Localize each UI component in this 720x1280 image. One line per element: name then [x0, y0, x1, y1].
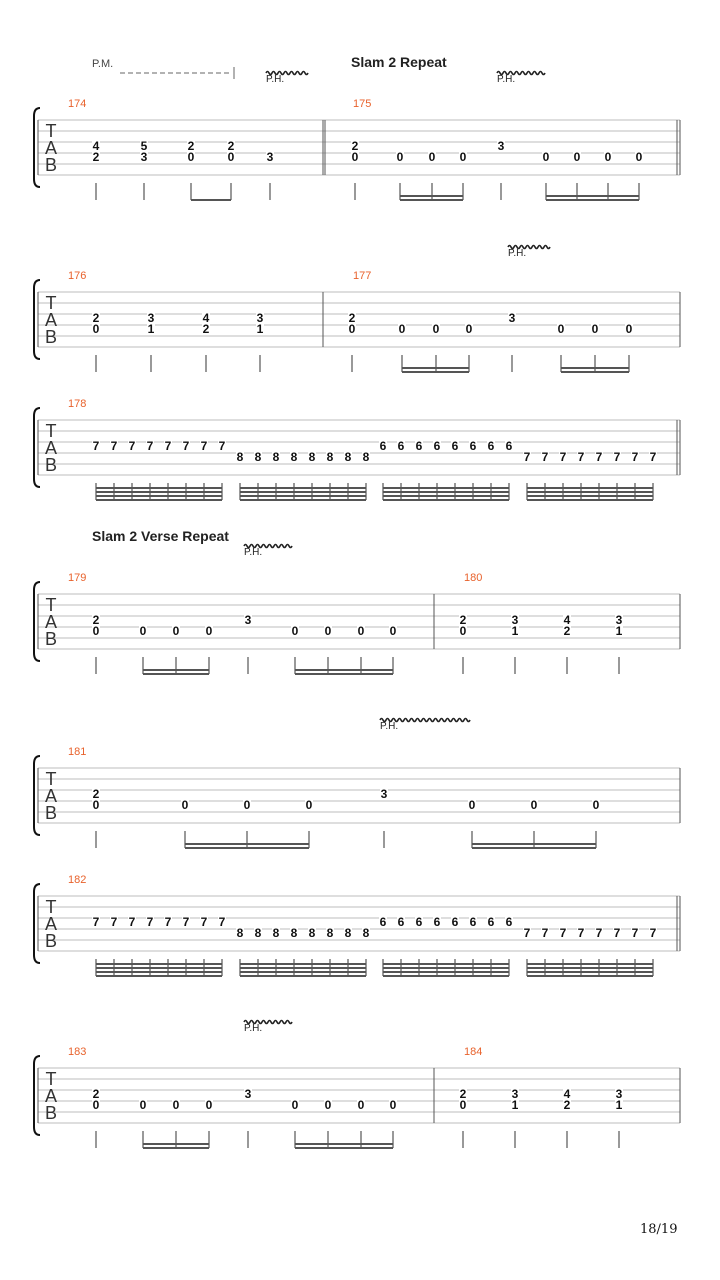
fret-number: 0 — [459, 624, 467, 638]
fret-number: 1 — [511, 624, 519, 638]
tab-clef-letter: T — [45, 769, 57, 789]
fret-number: 7 — [218, 915, 226, 929]
measure-number: 174 — [68, 98, 87, 110]
tab-clef-letter: T — [45, 121, 57, 141]
ph-label: P.H. — [508, 248, 527, 259]
fret-number: 0 — [92, 1098, 100, 1112]
fret-number: 0 — [468, 798, 476, 812]
measure-number: 181 — [68, 746, 87, 758]
fret-number: 0 — [187, 150, 195, 164]
fret-number: 2 — [563, 1098, 571, 1112]
tab-clef-letter: A — [44, 914, 58, 934]
fret-number: 4 — [563, 613, 571, 627]
fret-number: 8 — [308, 450, 316, 464]
fret-number: 0 — [592, 798, 600, 812]
tab-clef-letter: B — [44, 629, 58, 649]
tab-clef-letter: A — [44, 612, 58, 632]
fret-number: 7 — [146, 915, 154, 929]
fret-number: 7 — [649, 926, 657, 940]
fret-number: 8 — [272, 926, 280, 940]
fret-number: 6 — [379, 439, 387, 453]
fret-number: 0 — [432, 322, 440, 336]
measure-number: 180 — [464, 572, 483, 584]
fret-number: 7 — [577, 926, 585, 940]
measure-number: 178 — [68, 398, 87, 410]
fret-number: 0 — [92, 624, 100, 638]
fret-number: 7 — [182, 915, 190, 929]
fret-number: 4 — [202, 311, 210, 325]
fret-number: 7 — [200, 915, 208, 929]
fret-number: 8 — [290, 450, 298, 464]
tab-clef-letter: B — [44, 155, 58, 175]
fret-number: 8 — [344, 450, 352, 464]
measure-number: 175 — [353, 98, 372, 110]
fret-number: 3 — [497, 139, 505, 153]
fret-number: 2 — [187, 139, 195, 153]
tab-clef-letter: B — [44, 803, 58, 823]
tab-clef-letter: T — [45, 421, 57, 441]
fret-number: 3 — [380, 787, 388, 801]
fret-number: 1 — [511, 1098, 519, 1112]
fret-number: 0 — [291, 624, 299, 638]
section-label: Slam 2 Repeat — [351, 54, 447, 70]
fret-number: 7 — [523, 926, 531, 940]
fret-number: 2 — [459, 1087, 467, 1101]
fret-number: 7 — [541, 926, 549, 940]
fret-number: 8 — [326, 926, 334, 940]
fret-number: 8 — [308, 926, 316, 940]
fret-number: 7 — [631, 450, 639, 464]
fret-number: 7 — [595, 450, 603, 464]
fret-number: 0 — [243, 798, 251, 812]
measure-number: 182 — [68, 874, 87, 886]
fret-number: 2 — [459, 613, 467, 627]
tab-clef-letter: A — [44, 310, 58, 330]
fret-number: 8 — [272, 450, 280, 464]
fret-number: 1 — [615, 1098, 623, 1112]
tab-system — [34, 756, 680, 848]
fret-number: 0 — [573, 150, 581, 164]
fret-number: 0 — [635, 150, 643, 164]
fret-number: 6 — [379, 915, 387, 929]
fret-number: 8 — [236, 926, 244, 940]
tab-clef-letter: A — [44, 1086, 58, 1106]
tab-clef-letter: A — [44, 438, 58, 458]
fret-number: 7 — [164, 915, 172, 929]
fret-number: 2 — [92, 311, 100, 325]
fret-number: 6 — [433, 915, 441, 929]
fret-number: 4 — [563, 1087, 571, 1101]
fret-number: 8 — [236, 450, 244, 464]
fret-number: 7 — [182, 439, 190, 453]
fret-number: 1 — [615, 624, 623, 638]
fret-number: 8 — [254, 926, 262, 940]
fret-number: 6 — [415, 915, 423, 929]
ph-label: P.H. — [380, 721, 399, 732]
fret-number: 2 — [92, 1087, 100, 1101]
fret-number: 2 — [227, 139, 235, 153]
fret-number: 7 — [523, 450, 531, 464]
fret-number: 0 — [92, 798, 100, 812]
fret-number: 6 — [469, 439, 477, 453]
fret-number: 0 — [398, 322, 406, 336]
fret-number: 6 — [397, 439, 405, 453]
fret-number: 0 — [172, 1098, 180, 1112]
fret-number: 0 — [227, 150, 235, 164]
fret-number: 0 — [604, 150, 612, 164]
fret-number: 7 — [595, 926, 603, 940]
tab-clef-letter: A — [44, 786, 58, 806]
fret-number: 0 — [459, 1098, 467, 1112]
fret-number: 6 — [505, 439, 513, 453]
fret-number: 0 — [205, 1098, 213, 1112]
fret-number: 0 — [530, 798, 538, 812]
fret-number: 0 — [389, 1098, 397, 1112]
fret-number: 4 — [92, 139, 100, 153]
fret-number: 7 — [631, 926, 639, 940]
fret-number: 6 — [451, 915, 459, 929]
fret-number: 0 — [205, 624, 213, 638]
tab-clef-letter: B — [44, 327, 58, 347]
fret-number: 7 — [164, 439, 172, 453]
tab-system — [34, 280, 680, 372]
fret-number: 7 — [92, 439, 100, 453]
fret-number: 7 — [146, 439, 154, 453]
fret-number: 0 — [428, 150, 436, 164]
fret-number: 0 — [389, 624, 397, 638]
fret-number: 7 — [613, 926, 621, 940]
fret-number: 0 — [324, 1098, 332, 1112]
fret-number: 2 — [92, 150, 100, 164]
fret-number: 3 — [244, 1087, 252, 1101]
fret-number: 7 — [613, 450, 621, 464]
fret-number: 2 — [351, 139, 359, 153]
tab-clef-letter: B — [44, 1103, 58, 1123]
fret-number: 0 — [291, 1098, 299, 1112]
page-number: 18/19 — [640, 1222, 678, 1237]
fret-number: 0 — [557, 322, 565, 336]
ph-label: P.H. — [244, 547, 263, 558]
tab-clef-letter: B — [44, 455, 58, 475]
fret-number: 7 — [128, 915, 136, 929]
fret-number: 0 — [357, 624, 365, 638]
measure-number: 184 — [464, 1046, 483, 1058]
fret-number: 0 — [139, 1098, 147, 1112]
fret-number: 3 — [266, 150, 274, 164]
fret-number: 2 — [563, 624, 571, 638]
fret-number: 0 — [542, 150, 550, 164]
fret-number: 8 — [344, 926, 352, 940]
fret-number: 0 — [348, 322, 356, 336]
fret-number: 7 — [541, 450, 549, 464]
fret-number: 0 — [172, 624, 180, 638]
fret-number: 0 — [396, 150, 404, 164]
fret-number: 2 — [92, 613, 100, 627]
fret-number: 6 — [505, 915, 513, 929]
tab-clef-letter: T — [45, 897, 57, 917]
fret-number: 3 — [256, 311, 264, 325]
fret-number: 0 — [324, 624, 332, 638]
fret-number: 2 — [348, 311, 356, 325]
fret-number: 2 — [92, 787, 100, 801]
tab-clef-letter: T — [45, 595, 57, 615]
fret-number: 0 — [625, 322, 633, 336]
measure-number: 183 — [68, 1046, 87, 1058]
measure-number: 176 — [68, 270, 87, 282]
fret-number: 8 — [326, 450, 334, 464]
fret-number: 3 — [508, 311, 516, 325]
fret-number: 6 — [397, 915, 405, 929]
fret-number: 1 — [147, 322, 155, 336]
fret-number: 0 — [181, 798, 189, 812]
fret-number: 8 — [254, 450, 262, 464]
fret-number: 0 — [591, 322, 599, 336]
tab-clef-letter: T — [45, 293, 57, 313]
fret-number: 8 — [362, 926, 370, 940]
pm-label: P.M. — [92, 58, 114, 70]
ph-label: P.H. — [497, 74, 516, 85]
fret-number: 7 — [92, 915, 100, 929]
fret-number: 2 — [202, 322, 210, 336]
fret-number: 0 — [465, 322, 473, 336]
fret-number: 8 — [290, 926, 298, 940]
fret-number: 0 — [459, 150, 467, 164]
fret-number: 6 — [487, 439, 495, 453]
fret-number: 0 — [92, 322, 100, 336]
fret-number: 3 — [244, 613, 252, 627]
fret-number: 3 — [140, 150, 148, 164]
fret-number: 0 — [139, 624, 147, 638]
tab-clef-letter: A — [44, 138, 58, 158]
fret-number: 7 — [649, 450, 657, 464]
fret-number: 3 — [511, 613, 519, 627]
fret-number: 7 — [218, 439, 226, 453]
tab-clef-letter: T — [45, 1069, 57, 1089]
ph-label: P.H. — [244, 1023, 263, 1034]
fret-number: 7 — [128, 439, 136, 453]
fret-number: 3 — [615, 1087, 623, 1101]
fret-number: 1 — [256, 322, 264, 336]
fret-number: 7 — [110, 439, 118, 453]
fret-number: 6 — [487, 915, 495, 929]
fret-number: 8 — [362, 450, 370, 464]
tab-clef-letter: B — [44, 931, 58, 951]
fret-number: 0 — [357, 1098, 365, 1112]
fret-number: 6 — [451, 439, 459, 453]
fret-number: 6 — [469, 915, 477, 929]
fret-number: 7 — [559, 926, 567, 940]
ph-label: P.H. — [266, 74, 285, 85]
fret-number: 7 — [200, 439, 208, 453]
fret-number: 6 — [433, 439, 441, 453]
fret-number: 3 — [511, 1087, 519, 1101]
fret-number: 7 — [577, 450, 585, 464]
fret-number: 6 — [415, 439, 423, 453]
fret-number: 5 — [140, 139, 148, 153]
measure-number: 177 — [353, 270, 372, 282]
fret-number: 7 — [559, 450, 567, 464]
fret-number: 0 — [305, 798, 313, 812]
fret-number: 3 — [147, 311, 155, 325]
section-label: Slam 2 Verse Repeat — [92, 528, 229, 544]
fret-number: 3 — [615, 613, 623, 627]
fret-number: 7 — [110, 915, 118, 929]
fret-number: 0 — [351, 150, 359, 164]
measure-number: 179 — [68, 572, 87, 584]
